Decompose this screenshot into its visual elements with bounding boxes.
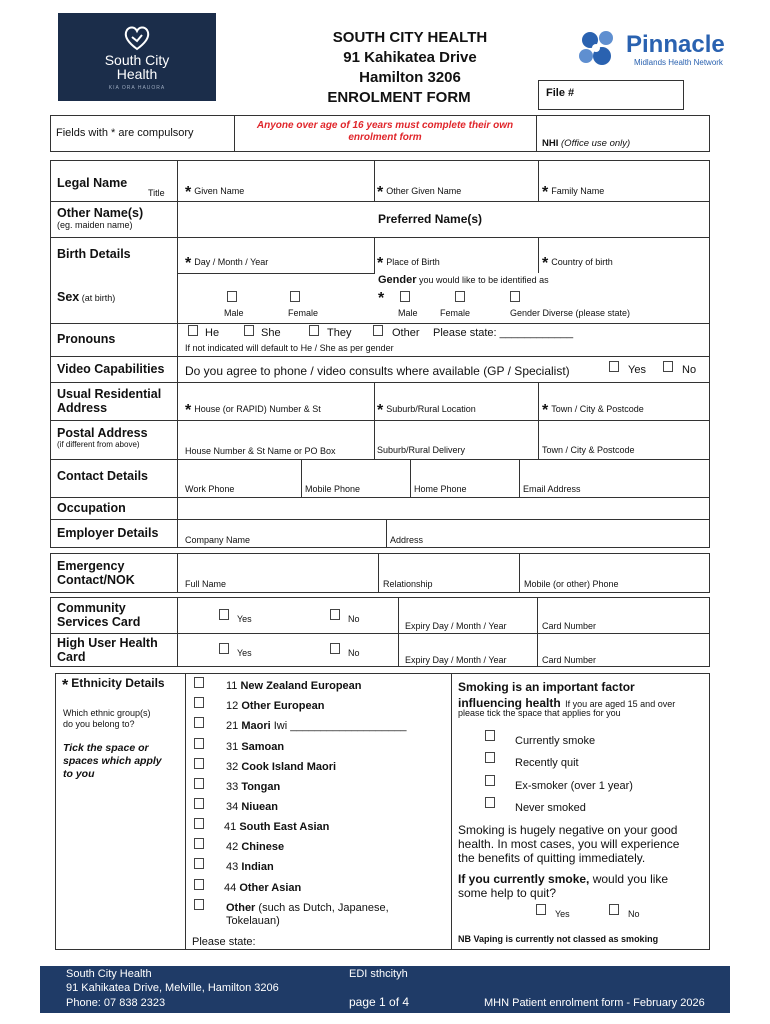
csc-label-2: Services Card [57, 615, 141, 629]
csc-yes-label: Yes [237, 614, 252, 624]
ethnicity-question-2: do you belong to? [63, 719, 135, 729]
footer-line1: South City Health [66, 968, 152, 980]
sex-female-label: Female [288, 308, 319, 318]
title-label: Title [148, 188, 165, 198]
file-number-box[interactable] [538, 80, 684, 110]
given-name-label: Given Name [194, 186, 245, 196]
gender-female-label: Female [440, 308, 471, 318]
pinnacle-name: Pinnacle [626, 31, 725, 58]
pronoun-default-note: If not indicated will default to He / She as per gender [185, 343, 394, 353]
emergency-name-field[interactable]: Full Name [185, 579, 227, 589]
ethnicity-option-21: 21 Maori Iwi ___________________ [226, 720, 407, 732]
ethnicity-checkbox-41[interactable] [194, 818, 204, 829]
legal-name-label: Legal Name [57, 176, 128, 190]
csc-label-1: Community [57, 601, 126, 615]
sex-male-label: Male [224, 308, 244, 318]
age-warning: Anyone over age of 16 years must complete their own enrolment form [256, 120, 514, 143]
smoking-ex-label: Ex-smoker (over 1 year) [515, 780, 633, 792]
ethnicity-option-31: 31 Samoan [226, 741, 285, 753]
res-town-label: Town / City & Postcode [551, 404, 644, 414]
ethnicity-option-11: 11 New Zealand European [226, 680, 362, 692]
csc-no-label: No [348, 614, 360, 624]
family-name-label: Family Name [551, 186, 605, 196]
sex-heading [57, 290, 115, 304]
huhc-label-1: High User Health [57, 636, 158, 650]
header-line1: SOUTH CITY HEALTH [332, 29, 488, 46]
vaping-note: NB Vaping is currently not classed as smoking [458, 934, 659, 944]
pronoun-she-label: She [261, 327, 281, 339]
pinnacle-flower-icon [574, 28, 622, 72]
smoking-help-text: would you like [592, 872, 669, 886]
south-city-health-logo [58, 13, 216, 101]
cards-section [50, 597, 710, 667]
res-house-label: House (or RAPID) Number & St [194, 404, 321, 414]
sex-female-checkbox[interactable] [290, 291, 300, 302]
ethnicity-option-other: Other (such as Dutch, Japanese, [226, 902, 389, 914]
video-yes-checkbox[interactable] [609, 361, 619, 372]
logo-line2: Health [116, 66, 158, 82]
preferred-names-field[interactable]: Preferred Name(s) [378, 212, 483, 226]
emergency-mobile-field[interactable]: Mobile (or other) Phone [524, 579, 619, 589]
ethnicity-checkbox-42[interactable] [194, 838, 204, 849]
res-town-field[interactable]: * Town / City & Postcode [542, 402, 644, 419]
smoking-recent-quit-label: Recently quit [515, 757, 579, 769]
pronoun-please-state[interactable]: Please state: ____________ [433, 327, 574, 339]
emergency-relationship-field[interactable]: Relationship [383, 579, 433, 589]
ethnicity-option-41: 41 South East Asian [224, 821, 330, 833]
footer-page: page 1 of 4 [349, 995, 410, 1009]
huhc-yes-label: Yes [237, 648, 252, 658]
ethnicity-checkbox-12[interactable] [194, 697, 204, 708]
video-question: Do you agree to phone / video consults where available (GP / Specialist) [185, 364, 570, 378]
footer-edi: EDI sthcityh [349, 968, 408, 980]
smoking-recent-quit-checkbox[interactable] [485, 752, 495, 763]
pronouns-label: Pronouns [57, 332, 116, 346]
ethnicity-checkbox-31[interactable] [194, 738, 204, 749]
file-label: File # [546, 87, 575, 99]
ethnicity-please-state[interactable]: Please state: [192, 936, 256, 948]
mobile-phone-field[interactable]: Mobile Phone [305, 484, 361, 494]
ethnicity-option-43: 43 Indian [226, 861, 274, 873]
smoking-never-checkbox[interactable] [485, 797, 495, 808]
email-field[interactable]: Email Address [523, 484, 581, 494]
postal-hint: (if different from above) [57, 440, 140, 449]
smoking-ex-checkbox[interactable] [485, 775, 495, 786]
ethnicity-checkbox-43[interactable] [194, 858, 204, 869]
gender-female-checkbox[interactable] [455, 291, 465, 302]
pronoun-she-checkbox[interactable] [244, 325, 254, 336]
birth-dmy-field[interactable]: * Day / Month / Year [185, 255, 269, 272]
huhc-label-2: Card [57, 650, 86, 664]
pronoun-they-checkbox[interactable] [309, 325, 319, 336]
compulsory-note: Fields with * are compulsory [56, 127, 194, 139]
header-line3: Hamilton 3206 [359, 69, 461, 86]
ethnicity-tick-2: spaces which apply [63, 755, 162, 767]
contact-label: Contact Details [57, 469, 148, 483]
ethnicity-tick-1: Tick the space or [63, 742, 149, 754]
gender-male-checkbox[interactable] [400, 291, 410, 302]
gender-diverse-checkbox[interactable] [510, 291, 520, 302]
birth-dmy-label: Day / Month / Year [194, 257, 269, 267]
other-given-name-label: Other Given Name [386, 186, 462, 196]
res-house-field[interactable]: * House (or RAPID) Number & St [185, 402, 321, 419]
nhi-field[interactable] [542, 138, 630, 149]
smoking-help-line-2: some help to quit? [458, 886, 557, 900]
header-line2: 91 Kahikatea Drive [343, 49, 477, 66]
occupation-label: Occupation [57, 501, 126, 515]
csc-yes-checkbox[interactable] [219, 609, 229, 620]
emergency-label-2: Contact/NOK [57, 573, 135, 587]
ethnicity-checkbox-44[interactable] [194, 879, 204, 890]
nhi-note: (Office use only) [561, 138, 631, 149]
footer-line3: Phone: 07 838 2323 [66, 997, 166, 1009]
pronoun-they-label: They [327, 327, 352, 339]
video-yes-label: Yes [628, 364, 646, 376]
birth-country-field[interactable]: * Country of birth [542, 255, 613, 272]
ethnicity-checkbox-11[interactable] [194, 677, 204, 688]
sex-hint: (at birth) [81, 293, 116, 303]
occupation-field[interactable] [178, 498, 709, 518]
employer-address-field[interactable]: Address [390, 535, 424, 545]
csc-expiry-field[interactable]: Expiry Day / Month / Year [405, 621, 507, 631]
smoking-current-label: Currently smoke [515, 735, 596, 747]
page-title: ENROLMENT FORM [327, 89, 471, 106]
company-name-field[interactable]: Company Name [185, 535, 251, 545]
huhc-yes-checkbox[interactable] [219, 643, 229, 654]
huhc-card-number-field[interactable]: Card Number [542, 655, 597, 665]
ethnicity-option-34: 34 Niuean [226, 801, 278, 813]
residential-label-2: Address [57, 401, 108, 415]
ethnicity-tick-3: to you [63, 768, 95, 780]
huhc-no-checkbox[interactable] [330, 643, 340, 654]
home-phone-field[interactable]: Home Phone [414, 484, 467, 494]
ethnicity-option-33: 33 Tongan [226, 781, 281, 793]
huhc-expiry-field[interactable]: Expiry Day / Month / Year [405, 655, 507, 665]
smoking-help-no-label: No [628, 909, 640, 919]
smoking-title-1: Smoking is an important factor [458, 680, 635, 694]
ethnicity-checkbox-33[interactable] [194, 778, 204, 789]
res-suburb-label: Suburb/Rural Location [386, 404, 476, 414]
postal-label: Postal Address [57, 426, 148, 440]
smoking-negative-3: the benefits of quitting immediately. [458, 851, 646, 865]
gender-label: Gender [378, 274, 417, 286]
birth-place-field[interactable]: * Place of Birth [377, 255, 440, 272]
heart-hands-icon [122, 23, 152, 51]
sex-male-checkbox[interactable] [227, 291, 237, 302]
gender-hint: you would like to be identified as [419, 275, 549, 285]
pinnacle-sub: Midlands Health Network [634, 58, 723, 67]
ethnicity-option-12: 12 Other European [226, 700, 325, 712]
smoking-help-yes-label: Yes [555, 909, 570, 919]
ethnicity-option-42: 42 Chinese [226, 841, 285, 853]
birth-place-label: Place of Birth [386, 257, 440, 267]
smoking-negative-2: health. In most cases, you will experience [458, 837, 680, 851]
logo-tagline: KIA ORA HAUORA [108, 85, 166, 91]
other-names-label: Other Name(s) [57, 206, 144, 220]
ethnicity-checkbox-32[interactable] [194, 758, 204, 769]
video-no-checkbox[interactable] [663, 361, 673, 372]
smoking-negative-1: Smoking is hugely negative on your good [458, 823, 678, 837]
ethnicity-checkbox-21[interactable] [194, 717, 204, 728]
footer-line2: 91 Kahikatea Drive, Melville, Hamilton 3206 [66, 982, 279, 994]
smoking-title-bold: influencing health [458, 696, 561, 710]
smoking-help-no-checkbox[interactable] [609, 904, 619, 915]
footer-form-name: MHN Patient enrolment form - February 2026 [484, 997, 705, 1009]
smoking-age-note: If you are aged 15 and over [565, 699, 676, 709]
employer-label: Employer Details [57, 526, 159, 540]
ethnicity-other-desc-2: Tokelauan) [226, 915, 280, 927]
ethnicity-label: Ethnicity Details [71, 676, 165, 690]
birth-details-label: Birth Details [57, 247, 131, 261]
given-name-field[interactable]: * Given Name [185, 184, 245, 201]
gender-heading [378, 274, 549, 286]
pronoun-he-label: He [205, 327, 220, 339]
video-capabilities-label: Video Capabilities [57, 362, 165, 376]
pronoun-other-checkbox[interactable] [373, 325, 383, 336]
logo-line1: South City [104, 52, 170, 68]
csc-card-number-field[interactable]: Card Number [542, 621, 597, 631]
gender-male-label: Male [398, 308, 418, 318]
smoking-help-line-1 [458, 872, 668, 886]
smoking-hint: please tick the space that applies for you [458, 708, 621, 718]
other-names-hint: (eg. maiden name) [57, 220, 133, 230]
ethnicity-checkbox-34[interactable] [194, 798, 204, 809]
ethnicity-option-44: 44 Other Asian [224, 882, 302, 894]
smoking-current-checkbox[interactable] [485, 730, 495, 741]
ethnicity-option-32: 32 Cook Island Maori [226, 761, 337, 773]
pinnacle-logo [572, 28, 747, 72]
huhc-no-label: No [348, 648, 360, 658]
postal-house-field[interactable]: House Number & St Name or PO Box [185, 446, 336, 456]
ethnicity-heading: * Ethnicity Details [62, 676, 165, 694]
nhi-label: NHI [542, 138, 559, 149]
video-no-label: No [682, 364, 697, 376]
family-name-field[interactable]: * Family Name [542, 184, 605, 201]
pronoun-he-checkbox[interactable] [188, 325, 198, 336]
postal-suburb-field[interactable]: Suburb/Rural Delivery [377, 445, 466, 455]
smoking-help-bold: If you currently smoke, [458, 872, 590, 886]
birth-country-label: Country of birth [551, 257, 613, 267]
postal-town-field[interactable]: Town / City & Postcode [542, 445, 635, 455]
smoking-help-yes-checkbox[interactable] [536, 904, 546, 915]
work-phone-field[interactable]: Work Phone [185, 484, 235, 494]
emergency-label-1: Emergency [57, 559, 125, 573]
res-suburb-field[interactable]: * Suburb/Rural Location [377, 402, 476, 419]
sex-label: Sex [57, 290, 80, 304]
other-given-name-field[interactable]: * Other Given Name [377, 184, 462, 201]
ethnicity-checkbox-other[interactable] [194, 899, 204, 910]
smoking-never-label: Never smoked [515, 802, 586, 814]
ethnicity-question-1: Which ethnic group(s) [63, 708, 151, 718]
residential-label-1: Usual Residential [57, 387, 162, 401]
gender-diverse-label: Gender Diverse (please state) [510, 308, 631, 318]
pronoun-other-label: Other [392, 327, 420, 339]
header-block [290, 28, 530, 108]
csc-no-checkbox[interactable] [330, 609, 340, 620]
footer [40, 966, 730, 1013]
